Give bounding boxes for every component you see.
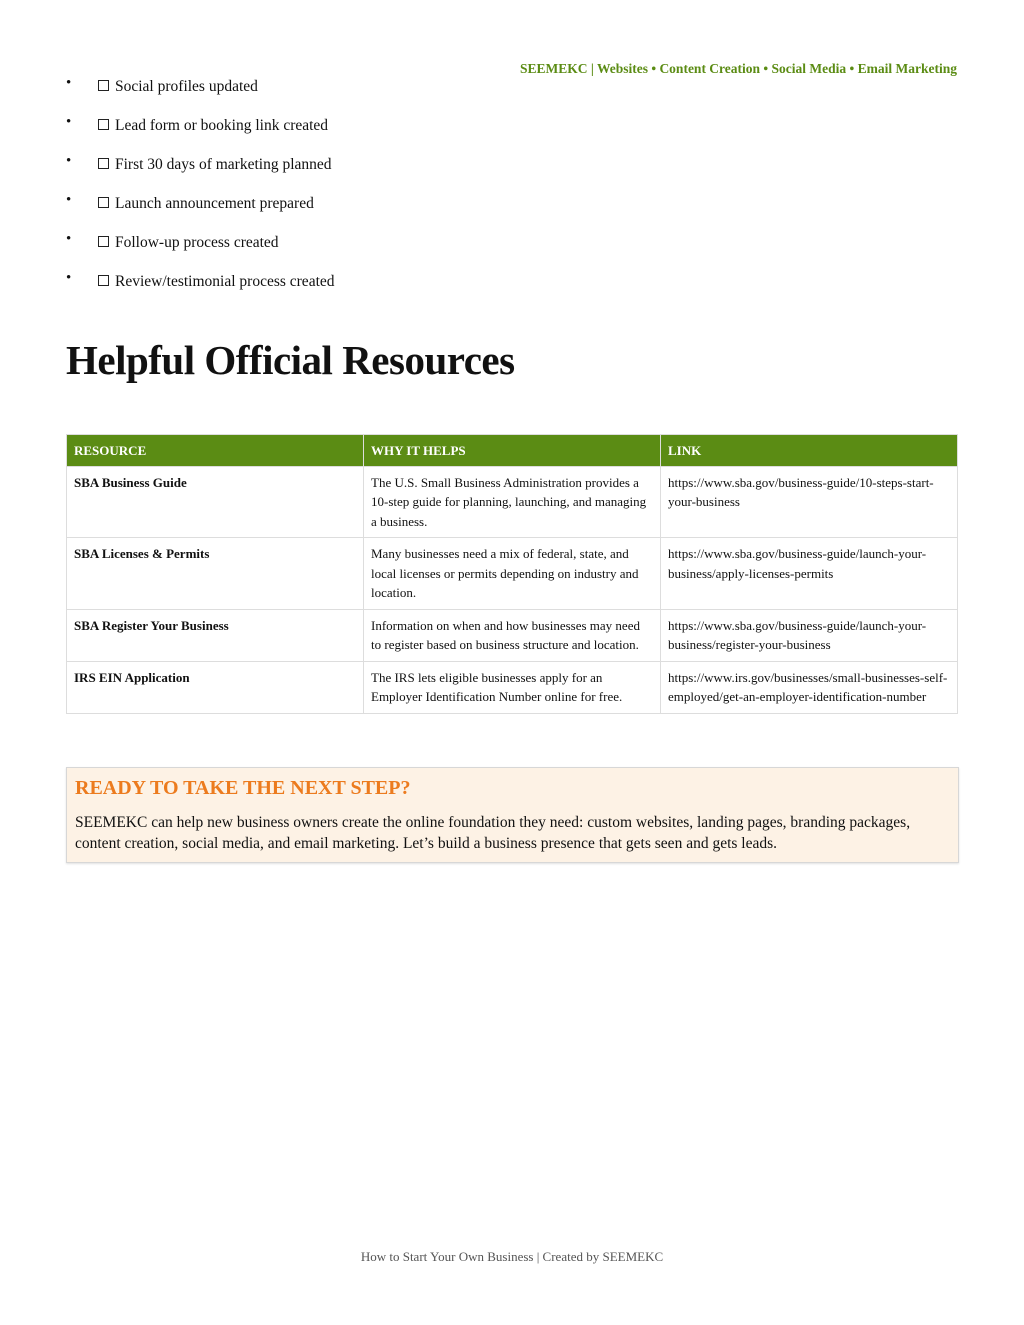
checklist-item — [66, 76, 335, 115]
checkbox-icon — [98, 119, 109, 130]
resource-link[interactable]: https://www.irs.gov/businesses/small-businesses-self-employed/get-an-employer-identification-number — [661, 661, 958, 713]
table-row — [67, 538, 958, 610]
resource-link[interactable]: https://www.sba.gov/business-guide/10-steps-start-your-business — [661, 466, 958, 538]
table-row — [67, 609, 958, 661]
cta-title: READY TO TAKE THE NEXT STEP? — [75, 777, 411, 799]
bullet-icon: • — [66, 270, 72, 286]
bullet-icon: • — [66, 114, 72, 130]
checklist-item-label: Social profiles updated — [115, 78, 258, 95]
checklist-item — [66, 271, 335, 310]
bullet-icon: • — [66, 75, 72, 91]
checklist-item-label: Lead form or booking link created — [115, 117, 329, 134]
checklist-item — [66, 193, 335, 232]
table-row — [67, 661, 958, 713]
checkbox-icon — [98, 158, 109, 169]
header-brand-line: SEEMEKC | Websites • Content Creation • Social Media • Email Marketing — [519, 61, 957, 76]
bullet-icon: • — [66, 192, 72, 208]
checklist-item-label: Follow-up process created — [115, 234, 279, 251]
checklist-item — [66, 115, 335, 154]
column-header-link: LINK — [661, 435, 958, 467]
resource-link[interactable]: https://www.sba.gov/business-guide/launch-your-business/apply-licenses-permits — [661, 538, 958, 610]
checkbox-icon — [98, 236, 109, 247]
launch-checklist — [66, 76, 335, 310]
table-row — [67, 466, 958, 538]
table-header-row — [67, 435, 958, 467]
checklist-item — [66, 154, 335, 193]
resource-name: SBA Licenses & Permits — [67, 538, 364, 610]
section-title: Helpful Official Resources — [66, 337, 515, 383]
resource-name: SBA Business Guide — [67, 466, 364, 538]
checkbox-icon — [98, 80, 109, 91]
checklist-item-label: Review/testimonial process created — [115, 273, 335, 290]
column-header-why-it-helps: WHY IT HELPS — [364, 435, 661, 467]
bullet-icon: • — [66, 153, 72, 169]
resource-description: Many businesses need a mix of federal, state, and local licenses or permits depending on industry and location. — [364, 538, 661, 610]
resource-description: The IRS lets eligible businesses apply for an Employer Identification Number online for free. — [364, 661, 661, 713]
checklist-item — [66, 232, 335, 271]
resource-name: IRS EIN Application — [67, 661, 364, 713]
resource-description: The U.S. Small Business Administration provides a 10-step guide for planning, launching, and managing a business. — [364, 466, 661, 538]
page-footer: How to Start Your Own Business | Created by SEEMEKC — [360, 1249, 664, 1264]
cta-body: SEEMEKC can help new business owners create the online foundation they need: custom websites, landing pages, branding packages, content creation, social media, and email marketing. Let’s build a business presence that gets seen and gets leads. — [75, 814, 911, 852]
checklist-item-label: First 30 days of marketing planned — [115, 156, 332, 173]
resource-name: SBA Register Your Business — [67, 609, 364, 661]
checkbox-icon — [98, 197, 109, 208]
cta-box — [66, 767, 959, 863]
checkbox-icon — [98, 275, 109, 286]
column-header-resource: RESOURCE — [67, 435, 364, 467]
resource-link[interactable]: https://www.sba.gov/business-guide/launch-your-business/register-your-business — [661, 609, 958, 661]
resource-description: Information on when and how businesses may need to register based on business structure and location. — [364, 609, 661, 661]
resources-table — [66, 434, 958, 714]
bullet-icon: • — [66, 231, 72, 247]
checklist-item-label: Launch announcement prepared — [115, 195, 314, 212]
